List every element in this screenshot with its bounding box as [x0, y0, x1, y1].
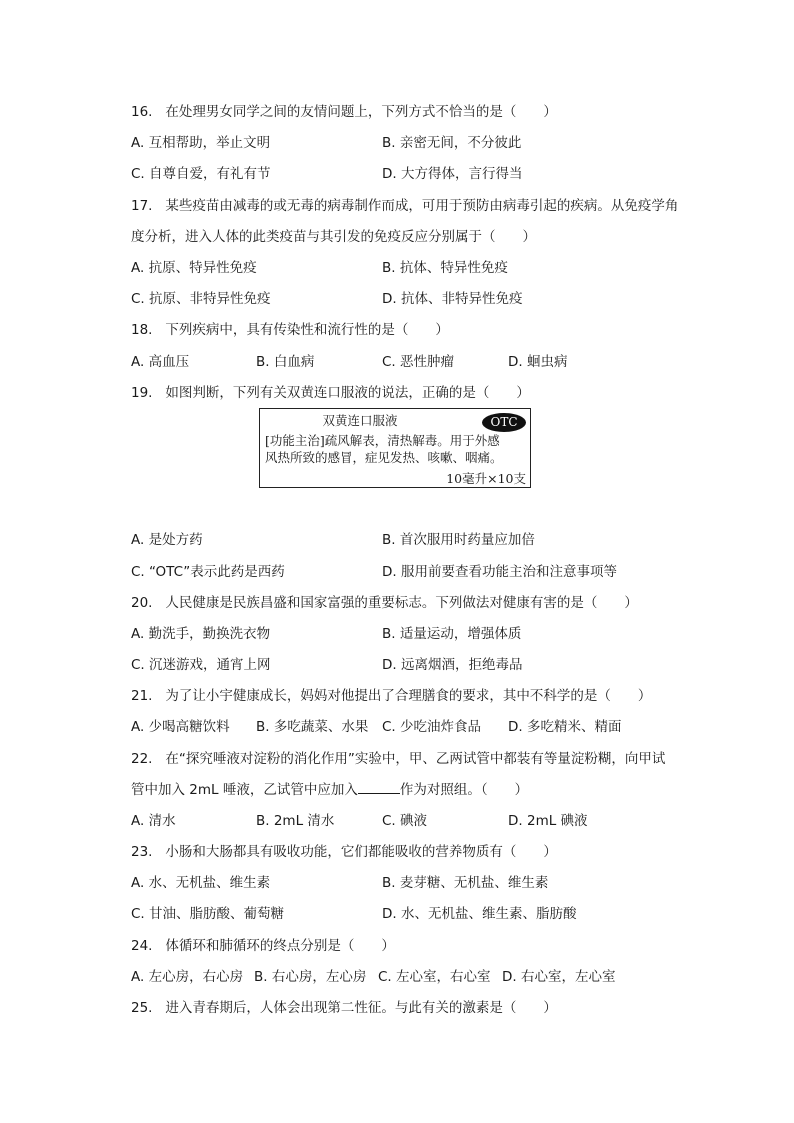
question-16-option-a[interactable]: A. 互相帮助，举止文明 [131, 135, 271, 151]
question-21-stem: 21. 为了让小宇健康成长，妈妈对他提出了合理膳食的要求，其中不科学的是（ ） [131, 688, 652, 704]
question-22-option-c[interactable]: C. 碘液 [382, 813, 428, 829]
question-21-option-d[interactable]: D. 多吃精米、精面 [508, 719, 622, 735]
question-16-option-c[interactable]: C. 自尊自爱，有礼有节 [131, 166, 271, 182]
question-20-option-b[interactable]: B. 适量运动，增强体质 [382, 626, 522, 642]
question-20-stem: 20. 人民健康是民族昌盛和国家富强的重要标志。下列做法对健康有害的是（ ） [131, 595, 638, 611]
drug-spec: 10毫升×10支 [446, 471, 526, 486]
drug-indication-line1: [功能主治]疏风解表，清热解毒。用于外感 [265, 433, 500, 448]
question-19-stem: 19. 如图判断，下列有关双黄连口服液的说法，正确的是（ ） [131, 385, 530, 401]
question-17-option-d[interactable]: D. 抗体、非特异性免疫 [382, 291, 523, 307]
question-22-option-b[interactable]: B. 2mL 清水 [256, 813, 335, 829]
otc-badge: OTC [482, 413, 526, 432]
drug-indication-line2: 风热所致的感冒，症见发热、咳嗽、咽痛。 [265, 450, 503, 465]
question-21-option-c[interactable]: C. 少吃油炸食品 [382, 719, 482, 735]
question-17-stem-line2: 度分析，进入人体的此类疫苗与其引发的免疫反应分别属于（ ） [131, 229, 536, 245]
question-24-option-c[interactable]: C. 左心室，右心室 [378, 969, 491, 985]
question-23-option-a[interactable]: A. 水、无机盐、维生素 [131, 875, 271, 891]
question-18-option-c[interactable]: C. 恶性肿瘤 [382, 354, 455, 370]
question-24-stem: 24. 体循环和肺循环的终点分别是（ ） [131, 938, 395, 954]
answer-blank[interactable] [358, 781, 400, 794]
question-23-stem: 23. 小肠和大肠都具有吸收功能，它们都能吸收的营养物质有（ ） [131, 844, 557, 860]
question-18-option-b[interactable]: B. 白血病 [256, 354, 315, 370]
question-16-option-b[interactable]: B. 亲密无间，不分彼此 [382, 135, 522, 151]
question-16-stem: 16. 在处理男女同学之间的友情问题上，下列方式不恰当的是（ ） [131, 104, 557, 120]
question-19-option-d[interactable]: D. 服用前要查看功能主治和注意事项等 [382, 564, 617, 580]
question-24-option-b[interactable]: B. 右心房，左心房 [254, 969, 367, 985]
question-20-option-c[interactable]: C. 沉迷游戏，通宵上网 [131, 657, 271, 673]
question-23-option-d[interactable]: D. 水、无机盐、维生素、脂肪酸 [382, 906, 577, 922]
question-22-option-d[interactable]: D. 2mL 碘液 [508, 813, 588, 829]
question-18-option-a[interactable]: A. 高血压 [131, 354, 190, 370]
question-20-option-a[interactable]: A. 勤洗手，勤换洗衣物 [131, 626, 271, 642]
question-17-option-c[interactable]: C. 抗原、非特异性免疫 [131, 291, 271, 307]
question-22-stem-line2: 管中加入 2mL 唾液，乙试管中应加入 作为对照组。（ ） [131, 782, 529, 798]
drug-name: 双黄连口服液 [322, 413, 398, 428]
question-18-stem: 18. 下列疾病中，具有传染性和流行性的是（ ） [131, 322, 449, 338]
question-21-option-a[interactable]: A. 少喝高糖饮料 [131, 719, 230, 735]
question-23-option-b[interactable]: B. 麦芽糖、无机盐、维生素 [382, 875, 549, 891]
question-22-stem: 22. 在“探究唾液对淀粉的消化作用”实验中，甲、乙两试管中都装有等量淀粉糊，向甲试 [131, 751, 666, 767]
question-25-stem: 25. 进入青春期后，人体会出现第二性征。与此有关的激素是（ ） [131, 1000, 557, 1016]
question-19-option-c[interactable]: C. “OTC”表示此药是西药 [131, 564, 285, 580]
question-19-option-b[interactable]: B. 首次服用时药量应加倍 [382, 532, 535, 548]
question-18-option-d[interactable]: D. 蛔虫病 [508, 354, 568, 370]
question-21-option-b[interactable]: B. 多吃蔬菜、水果 [256, 719, 369, 735]
question-17-stem: 17. 某些疫苗由减毒的或无毒的病毒制作而成，可用于预防由病毒引起的疾病。从免疫学角 [131, 198, 679, 214]
question-24-option-a[interactable]: A. 左心房，右心房 [131, 969, 244, 985]
question-24-option-d[interactable]: D. 右心室，左心室 [502, 969, 616, 985]
question-23-option-c[interactable]: C. 甘油、脂肪酸、葡萄糖 [131, 906, 285, 922]
question-20-option-d[interactable]: D. 远离烟酒，拒绝毒品 [382, 657, 523, 673]
question-17-option-a[interactable]: A. 抗原、特异性免疫 [131, 260, 257, 276]
question-16-option-d[interactable]: D. 大方得体，言行得当 [382, 166, 523, 182]
question-19-option-a[interactable]: A. 是处方药 [131, 532, 203, 548]
drug-label-figure [259, 408, 531, 488]
question-17-option-b[interactable]: B. 抗体、特异性免疫 [382, 260, 508, 276]
question-22-option-a[interactable]: A. 清水 [131, 813, 176, 829]
